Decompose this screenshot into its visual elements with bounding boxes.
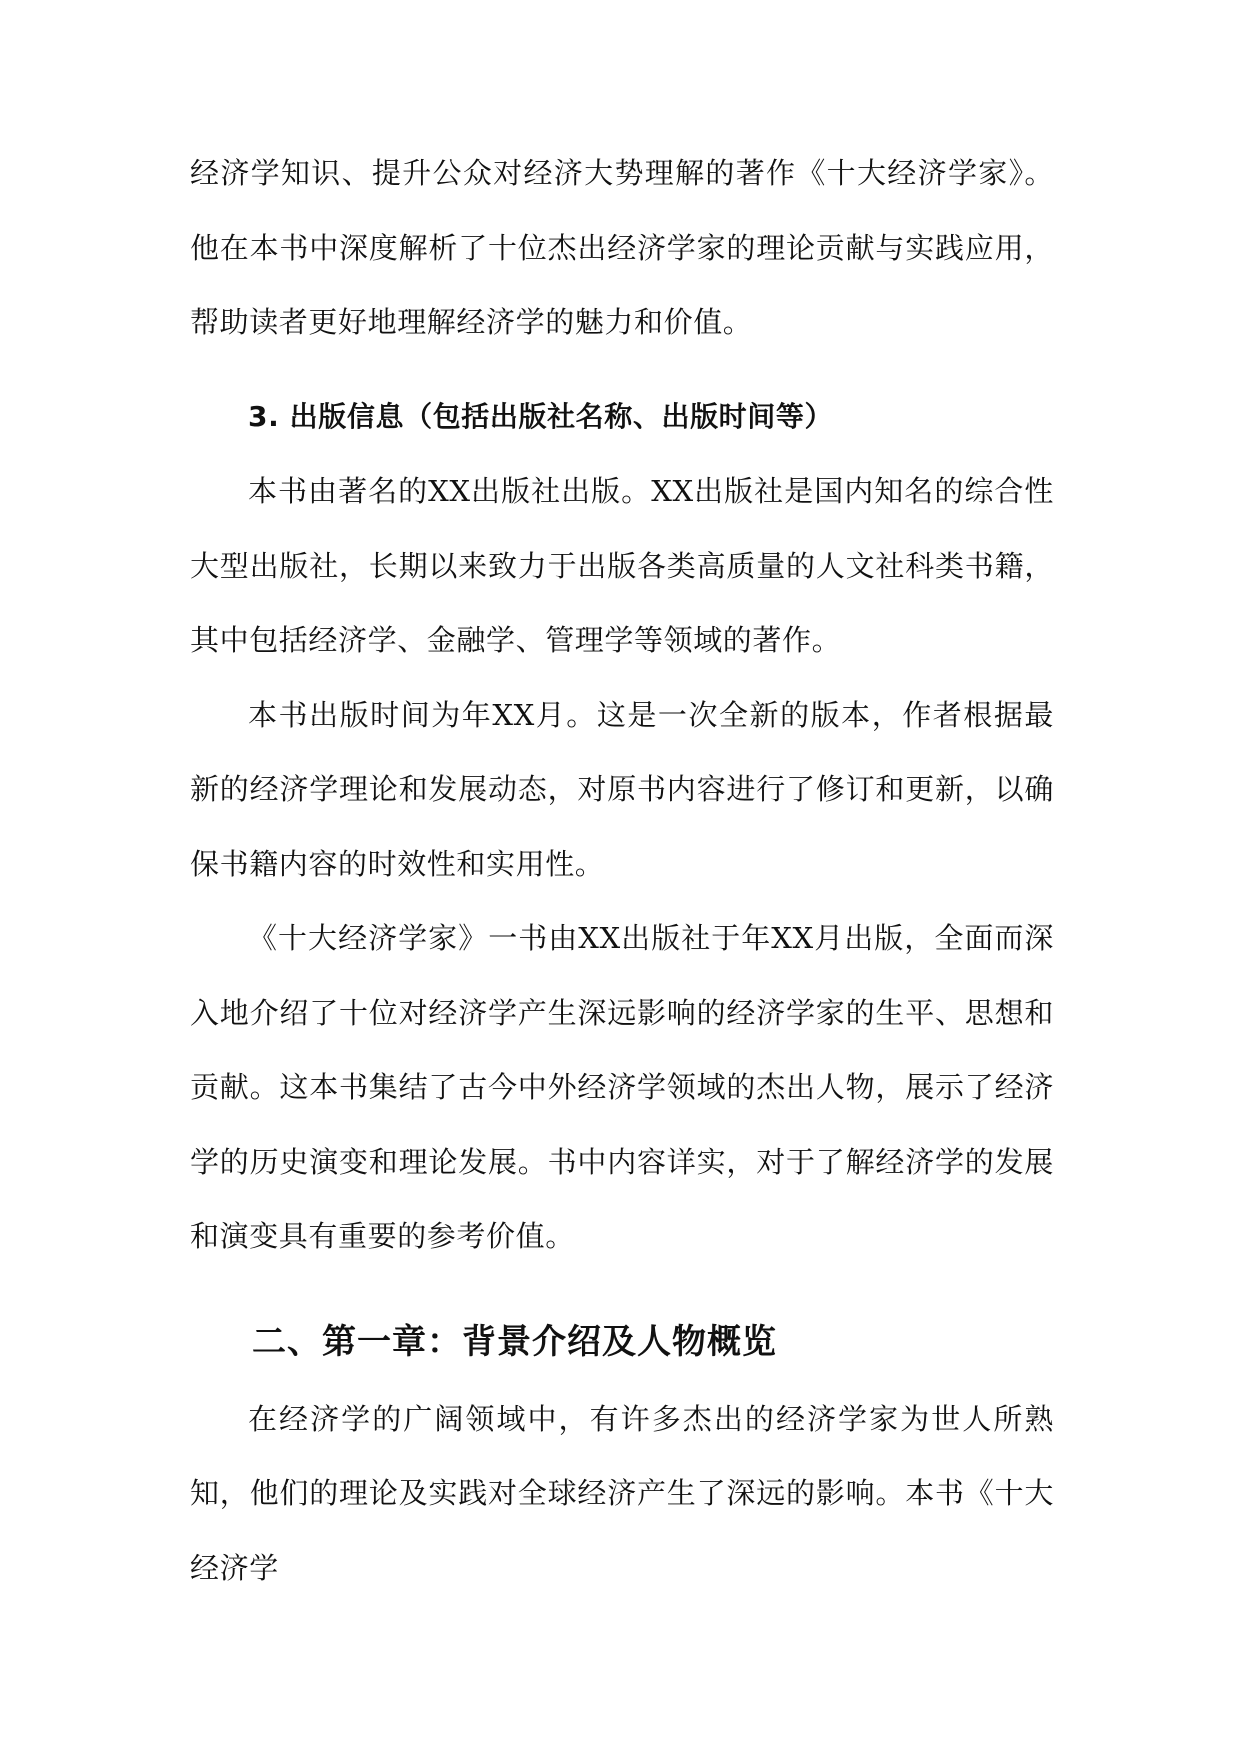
chapter-1-paragraph: 在经济学的广阔领域中，有许多杰出的经济学家为世人所熟知，他们的理论及实践对全球经济产生了深远的影响。本书《十大经济学 xyxy=(190,1401,1054,1585)
publisher-paragraph: 本书由著名的XX出版社出版。XX出版社是国内知名的综合性大型出版社，长期以来致力于出版各类高质量的人文社科类书籍，其中包括经济学、金融学、管理学等领域的著作。 xyxy=(190,474,1054,657)
chapter-1-heading: 二、第一章：背景介绍及人物概览 xyxy=(252,1321,777,1362)
publication-date-paragraph: 本书出版时间为年XX月。这是一次全新的版本，作者根据最新的经济学理论和发展动态，对原书内容进行了修订和更新，以确保书籍内容的时效性和实用性。 xyxy=(190,697,1054,881)
section-3-heading: 3. 出版信息（包括出版社名称、出版时间等） xyxy=(248,399,834,433)
document-body xyxy=(190,136,1054,1605)
book-summary-paragraph: 《十大经济学家》一书由XX出版社于年XX月出版，全面而深入地介绍了十位对经济学产生深远影响的经济学家的生平、思想和贡献。这本书集结了古今中外经济学领域的杰出人物，展示了经济学的历史演变和理论发展。书中内容详实，对于了解经济学的发展和演变具有重要的参考价值。 xyxy=(190,921,1054,1253)
intro-continued-paragraph: 经济学知识、提升公众对经济大势理解的著作《十大经济学家》。他在本书中深度解析了十位杰出经济学家的理论贡献与实践应用，帮助读者更好地理解经济学的魅力和价值。 xyxy=(190,156,1054,339)
